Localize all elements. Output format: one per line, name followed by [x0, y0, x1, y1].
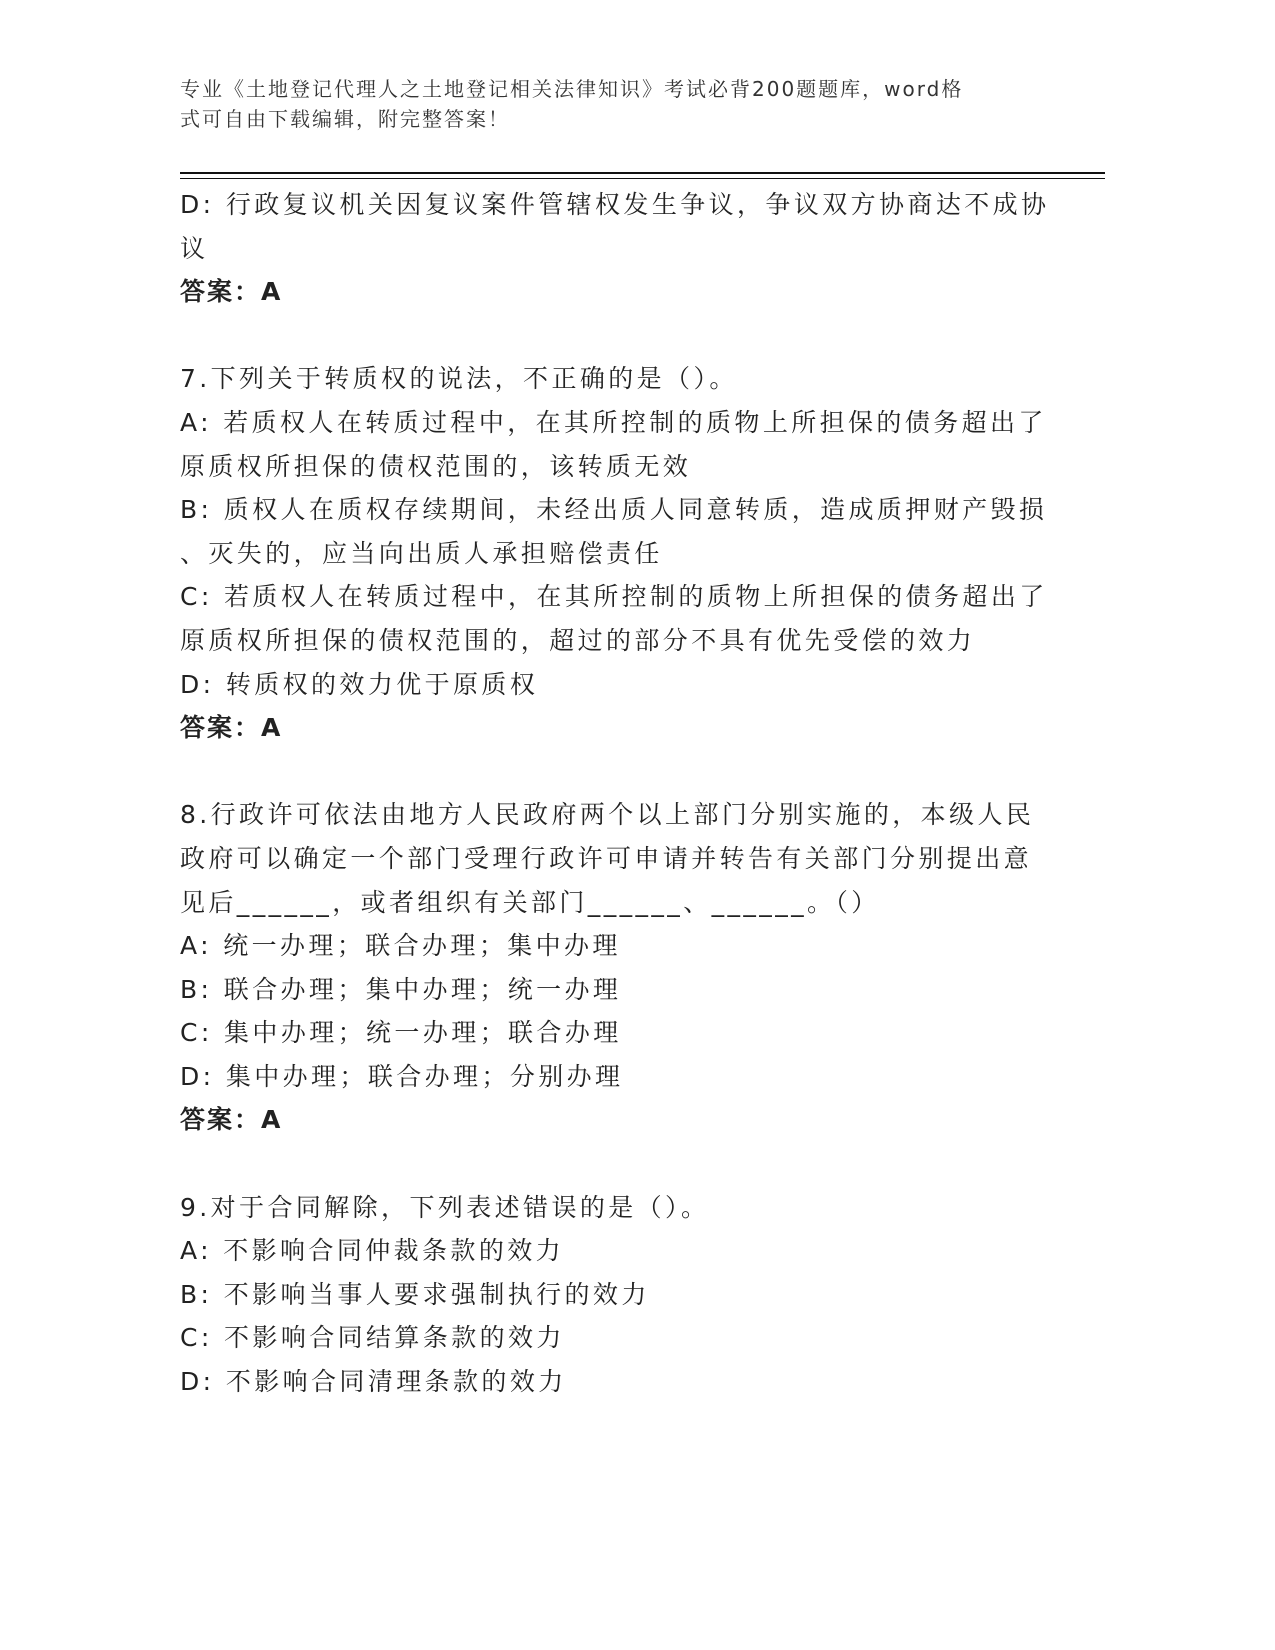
question-line: B: 联合办理；集中办理；统一办理: [180, 974, 622, 1004]
answer-line: 答案：A: [180, 1105, 283, 1135]
question-line: 见后______，或者组织有关部门______、______。（）: [180, 887, 880, 917]
question-line: A: 若质权人在转质过程中，在其所控制的质物上所担保的债务超出了: [180, 407, 1047, 437]
question-line: 、灭失的，应当向出质人承担赔偿责任: [180, 538, 663, 568]
header-divider: [180, 172, 1105, 174]
question-line: 9.对于合同解除，下列表述错误的是（）。: [180, 1192, 710, 1222]
question-line: 原质权所担保的债权范围的，超过的部分不具有优先受偿的效力: [180, 625, 976, 655]
question-line: 原质权所担保的债权范围的，该转质无效: [180, 451, 692, 481]
document-header: [180, 74, 1040, 134]
question-line: A: 不影响合同仲裁条款的效力: [180, 1236, 565, 1266]
question-line: C: 不影响合同结算条款的效力: [180, 1323, 565, 1353]
question-line: A: 统一办理；联合办理；集中办理: [180, 931, 621, 961]
question-line: C: 集中办理；统一办理；联合办理: [180, 1018, 622, 1048]
question-line: 议: [180, 233, 209, 263]
question-line: D: 不影响合同清理条款的效力: [180, 1367, 567, 1397]
question-line: D: 转质权的效力优于原质权: [180, 669, 539, 699]
question-line: C: 若质权人在转质过程中，在其所控制的质物上所担保的债务超出了: [180, 582, 1048, 612]
question-line: B: 质权人在质权存续期间，未经出质人同意转质，造成质押财产毁损: [180, 495, 1048, 525]
header-divider-thin: [180, 178, 1105, 179]
question-line: D: 集中办理；联合办理；分别办理: [180, 1061, 624, 1091]
answer-line: 答案：A: [180, 277, 283, 307]
question-line: B: 不影响当事人要求强制执行的效力: [180, 1279, 650, 1309]
header-line: 式可自由下载编辑，附完整答案！: [180, 107, 510, 131]
spacer: [180, 1142, 1080, 1186]
answer-line: 答案：A: [180, 713, 283, 743]
spacer: [180, 314, 1080, 358]
question-line: 8.行政许可依法由地方人民政府两个以上部门分别实施的，本级人民: [180, 800, 1035, 830]
document-body: [180, 183, 1080, 1404]
question-line: D: 行政复议机关因复议案件管辖权发生争议，争议双方协商达不成协: [180, 190, 1050, 219]
question-line: 7.下列关于转质权的说法，不正确的是（）。: [180, 364, 738, 394]
question-line: 政府可以确定一个部门受理行政许可申请并转告有关部门分别提出意: [180, 843, 1033, 873]
spacer: [180, 750, 1080, 794]
header-line: 专业《土地登记代理人之土地登记相关法律知识》考试必背200题题库，word格: [180, 77, 964, 101]
